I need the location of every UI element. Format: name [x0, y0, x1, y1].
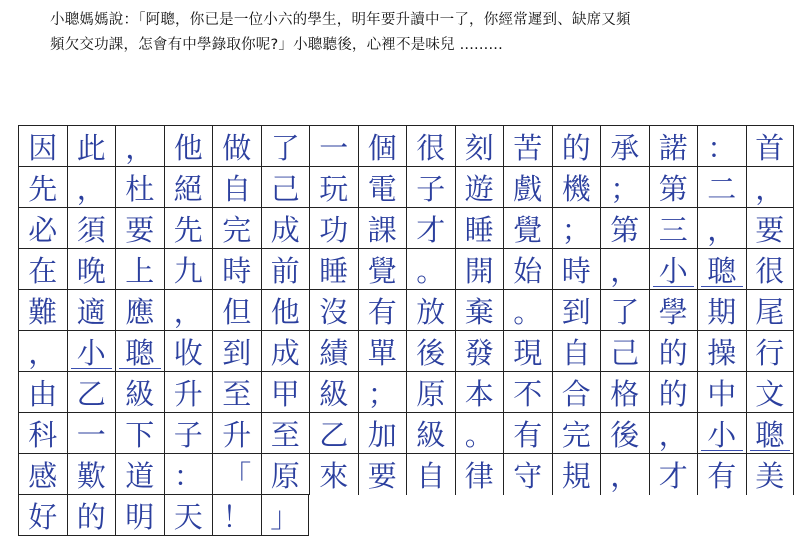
grid-cell: 科: [18, 413, 67, 454]
grid-cell: 級: [115, 372, 164, 413]
grid-cell: 做: [212, 126, 261, 167]
grid-cell: 的: [649, 372, 698, 413]
grid-cell: 聰: [115, 331, 164, 372]
prompt-line-1: 小聰媽媽說：「阿聰，你已是一位小六的學生，明年要升讀中一了，你經常遲到、缺席又頻: [50, 12, 631, 28]
grid-cell: ；: [358, 372, 407, 413]
grid-cell: 成: [261, 331, 310, 372]
grid-cell: 級: [309, 372, 358, 413]
grid-cell: 一: [67, 413, 116, 454]
grid-cell: 很: [406, 126, 455, 167]
writing-grid: [18, 125, 794, 540]
grid-cell: 由: [18, 372, 67, 413]
grid-cell: 前: [261, 249, 310, 290]
grid-cell: 道: [115, 454, 164, 495]
grid-cell: 功: [309, 208, 358, 249]
grid-cell: 課: [358, 208, 407, 249]
grid-cell: 格: [600, 372, 649, 413]
grid-cell: 完: [552, 413, 601, 454]
grid-cell: 睡: [455, 208, 504, 249]
grid-cell: 。: [503, 290, 552, 331]
grid-row: [18, 207, 794, 249]
grid-cell: 電: [358, 167, 407, 208]
grid-row: [18, 494, 309, 536]
grid-row: [18, 289, 794, 331]
grid-cell: 尾: [746, 290, 795, 331]
grid-cell: 聰: [697, 249, 746, 290]
grid-cell: 現: [503, 331, 552, 372]
grid-cell: 要: [115, 208, 164, 249]
grid-cell: 第: [600, 208, 649, 249]
grid-cell: 後: [600, 413, 649, 454]
grid-row: [18, 125, 794, 167]
grid-row: [18, 453, 794, 495]
grid-cell: 美: [746, 454, 795, 495]
grid-cell: 守: [503, 454, 552, 495]
grid-cell: 才: [649, 454, 698, 495]
grid-row: [18, 330, 794, 372]
grid-cell: 學: [649, 290, 698, 331]
grid-cell: 成: [261, 208, 310, 249]
grid-cell: ，: [67, 167, 116, 208]
grid-cell: 的: [67, 495, 116, 536]
grid-cell: 絕: [164, 167, 213, 208]
grid-cell: 此: [67, 126, 116, 167]
grid-cell: 晚: [67, 249, 116, 290]
grid-cell: 開: [455, 249, 504, 290]
grid-cell: 原: [261, 454, 310, 495]
grid-cell: 苦: [503, 126, 552, 167]
grid-cell: 」: [261, 495, 310, 536]
grid-cell: ，: [164, 290, 213, 331]
grid-cell: 沒: [309, 290, 358, 331]
grid-cell: ，: [115, 126, 164, 167]
grid-cell: 首: [746, 126, 795, 167]
grid-cell: 二: [697, 167, 746, 208]
grid-cell: 甲: [261, 372, 310, 413]
grid-cell: 至: [261, 413, 310, 454]
grid-cell: 原: [406, 372, 455, 413]
grid-cell: 不: [503, 372, 552, 413]
grid-cell: 有: [697, 454, 746, 495]
grid-cell: 合: [552, 372, 601, 413]
grid-cell: ，: [746, 167, 795, 208]
grid-cell: 要: [358, 454, 407, 495]
grid-cell: 諾: [649, 126, 698, 167]
grid-cell: 文: [746, 372, 795, 413]
grid-cell: 明: [115, 495, 164, 536]
grid-cell: 到: [552, 290, 601, 331]
grid-cell: 好: [18, 495, 67, 536]
grid-cell: 。: [455, 413, 504, 454]
grid-cell: ：: [164, 454, 213, 495]
grid-cell: 一: [309, 126, 358, 167]
grid-cell: 機: [552, 167, 601, 208]
grid-cell: 有: [503, 413, 552, 454]
grid-cell: 收: [164, 331, 213, 372]
grid-cell: 承: [600, 126, 649, 167]
grid-cell: 來: [309, 454, 358, 495]
grid-cell: 感: [18, 454, 67, 495]
grid-row: [18, 371, 794, 413]
essay-prompt: [50, 8, 780, 58]
grid-cell: 加: [358, 413, 407, 454]
grid-cell: 棄: [455, 290, 504, 331]
grid-row: [18, 412, 794, 454]
grid-cell: 杜: [115, 167, 164, 208]
grid-cell: 第: [649, 167, 698, 208]
grid-cell: 但: [212, 290, 261, 331]
grid-cell: 應: [115, 290, 164, 331]
grid-cell: 中: [697, 372, 746, 413]
grid-bottom-border: [18, 535, 309, 536]
grid-cell: 單: [358, 331, 407, 372]
grid-cell: 才: [406, 208, 455, 249]
grid-cell: 自: [212, 167, 261, 208]
grid-cell: 律: [455, 454, 504, 495]
grid-cell: 歎: [67, 454, 116, 495]
grid-cell: 期: [697, 290, 746, 331]
grid-cell: 先: [18, 167, 67, 208]
grid-cell: 很: [746, 249, 795, 290]
grid-cell: 睡: [309, 249, 358, 290]
grid-cell: 乙: [309, 413, 358, 454]
grid-cell: 他: [164, 126, 213, 167]
grid-cell: ，: [18, 331, 67, 372]
grid-cell: 自: [552, 331, 601, 372]
grid-cell: 刻: [455, 126, 504, 167]
grid-cell: 乙: [67, 372, 116, 413]
grid-cell: 的: [552, 126, 601, 167]
grid-row: [18, 166, 794, 208]
grid-cell: 下: [115, 413, 164, 454]
grid-cell: 至: [212, 372, 261, 413]
grid-cell: 放: [406, 290, 455, 331]
grid-cell: 到: [212, 331, 261, 372]
grid-cell: 「: [212, 454, 261, 495]
grid-cell: ：: [697, 126, 746, 167]
grid-cell: 發: [455, 331, 504, 372]
grid-cell: 升: [164, 372, 213, 413]
grid-cell: 先: [164, 208, 213, 249]
grid-cell: ；: [600, 167, 649, 208]
grid-cell: ；: [552, 208, 601, 249]
grid-cell: 完: [212, 208, 261, 249]
grid-cell: 玩: [309, 167, 358, 208]
grid-cell: ，: [600, 249, 649, 290]
grid-cell: 因: [18, 126, 67, 167]
grid-cell: 要: [746, 208, 795, 249]
grid-cell: 小: [697, 413, 746, 454]
grid-cell: 的: [649, 331, 698, 372]
grid-cell: 遊: [455, 167, 504, 208]
grid-cell: 在: [18, 249, 67, 290]
grid-cell: 績: [309, 331, 358, 372]
grid-cell: 九: [164, 249, 213, 290]
grid-cell: 時: [552, 249, 601, 290]
grid-cell: ，: [697, 208, 746, 249]
grid-cell: 三: [649, 208, 698, 249]
grid-cell: 操: [697, 331, 746, 372]
prompt-line-2: 頻欠交功課，怎會有中學錄取你呢?」小聰聽後，心裡不是味兒 .........: [50, 37, 503, 53]
grid-cell: 他: [261, 290, 310, 331]
grid-cell: 天: [164, 495, 213, 536]
grid-cell: 小: [67, 331, 116, 372]
grid-cell: 己: [600, 331, 649, 372]
grid-cell: 小: [649, 249, 698, 290]
grid-cell: ，: [600, 454, 649, 495]
grid-cell: 子: [164, 413, 213, 454]
grid-cell: 有: [358, 290, 407, 331]
grid-cell: ！: [212, 495, 261, 536]
grid-cell: 個: [358, 126, 407, 167]
grid-cell: 本: [455, 372, 504, 413]
grid-cell: 須: [67, 208, 116, 249]
grid-cell: 覺: [358, 249, 407, 290]
grid-cell: 了: [600, 290, 649, 331]
grid-cell: 己: [261, 167, 310, 208]
grid-cell: 時: [212, 249, 261, 290]
grid-cell: 升: [212, 413, 261, 454]
grid-cell: 規: [552, 454, 601, 495]
grid-cell: 上: [115, 249, 164, 290]
grid-cell: ，: [649, 413, 698, 454]
grid-cell: 了: [261, 126, 310, 167]
grid-cell: 子: [406, 167, 455, 208]
grid-cell: 必: [18, 208, 67, 249]
grid-cell: 聰: [746, 413, 795, 454]
grid-cell: 適: [67, 290, 116, 331]
grid-cell: 戲: [503, 167, 552, 208]
grid-cell: 後: [406, 331, 455, 372]
grid-cell: 行: [746, 331, 795, 372]
grid-cell: 自: [406, 454, 455, 495]
grid-cell: 級: [406, 413, 455, 454]
grid-cell: 覺: [503, 208, 552, 249]
grid-cell: 始: [503, 249, 552, 290]
grid-cell: 。: [406, 249, 455, 290]
grid-cell: 難: [18, 290, 67, 331]
grid-row: [18, 248, 794, 290]
